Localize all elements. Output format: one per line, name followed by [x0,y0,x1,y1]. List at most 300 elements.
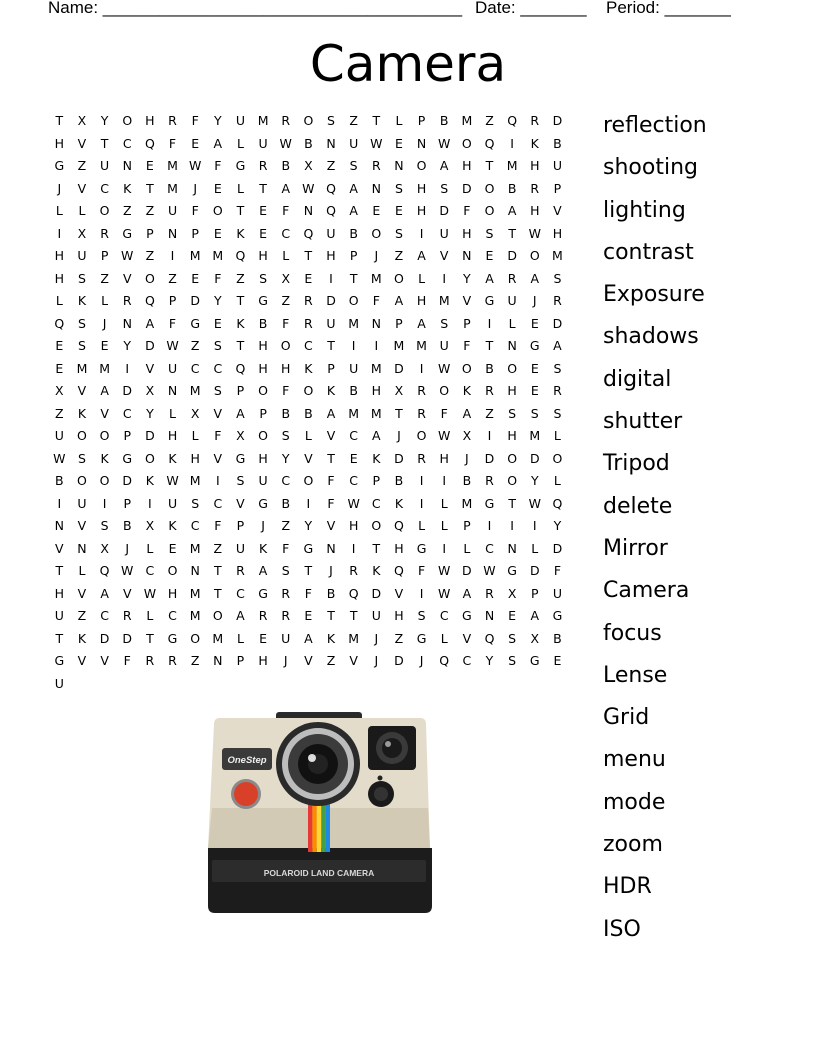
grid-letter: L [55,293,63,308]
grid-letter: Z [168,270,177,286]
grid-letter: E [530,360,539,376]
grid-letter: S [349,158,358,173]
grid-letter: U [439,338,449,353]
grid-letter: X [462,428,472,443]
grid-letter: T [508,495,516,511]
grid-letter: L [440,518,448,533]
grid-letter: J [465,450,469,466]
grid-letter: E [191,270,200,286]
grid-letter: I [170,248,175,263]
grid-letter: W [279,135,292,151]
grid-letter: Y [281,450,290,466]
grid-letter: M [189,585,201,601]
grid-letter: R [304,293,313,308]
grid-letter: V [100,653,109,668]
grid-letter: A [100,585,109,601]
grid-letter: V [213,405,223,421]
grid-letter: C [349,473,359,488]
grid-letter: L [236,135,244,151]
grid-letter: S [281,563,290,578]
grid-letter: M [529,428,541,443]
grid-letter: S [508,630,517,646]
grid-letter: D [326,293,336,308]
grid-letter: J [102,315,107,331]
grid-letter: P [417,113,426,128]
grid-letter: A [326,405,336,421]
grid-letter: H [507,428,517,443]
grid-letter: Q [235,360,246,376]
grid-letter: I [419,225,424,241]
grid-letter: G [122,225,133,241]
grid-letter: Q [303,225,314,241]
grid-letter: O [212,608,223,623]
grid-letter: H [530,158,540,173]
grid-letter: L [418,518,426,533]
grid-letter: O [99,203,110,218]
name-field[interactable]: Name: ______________________________________ [48,0,463,17]
grid-letter: U [167,360,178,376]
grid-letter: D [122,383,133,398]
grid-letter: Z [394,630,404,646]
grid-letter: P [372,473,381,488]
grid-letter: F [553,563,562,578]
grid-letter: U [552,585,562,601]
grid-letter: U [281,630,291,646]
grid-letter: H [258,450,268,466]
grid-letter: E [191,135,200,151]
grid-letter: D [145,428,155,443]
grid-letter: U [258,473,268,488]
grid-letter: H [416,203,427,218]
grid-letter: S [281,428,290,443]
grid-letter: Z [213,540,223,556]
grid-letter: C [213,360,223,376]
grid-letter: C [122,405,132,421]
grid-letter: C [281,225,291,241]
grid-letter: Z [485,113,494,128]
grid-letter: O [258,383,268,398]
grid-letter: S [77,270,86,286]
grid-letter: E [168,540,177,556]
grid-letter: V [122,585,132,601]
grid-letter: F [168,315,177,331]
grid-letter: U [235,540,246,556]
grid-letter: W [370,135,383,151]
grid-letter: L [78,563,86,578]
grid-letter: M [212,630,224,646]
grid-letter: S [553,270,562,286]
word-item: Tripod [603,451,670,477]
grid-letter: I [374,338,379,353]
rainbow-band [317,804,321,852]
grid-letter: I [487,518,492,533]
grid-letter: K [258,540,268,556]
grid-letter: O [258,428,268,443]
grid-letter: E [508,608,517,623]
grid-letter: I [442,473,447,488]
grid-letter: S [77,315,86,331]
grid-letter: K [123,180,132,196]
grid-letter: G [54,158,65,173]
grid-letter: R [100,225,109,241]
grid-letter: Q [326,203,336,218]
grid-letter: E [213,315,222,331]
grid-letter: A [236,405,245,421]
grid-letter: T [100,135,109,151]
grid-letter: N [394,158,404,173]
grid-letter: F [191,203,199,218]
grid-letter: K [236,225,245,241]
grid-letter: T [372,113,381,128]
grid-letter: Z [55,405,64,421]
grid-letter: O [77,428,87,443]
grid-letter: S [394,225,403,241]
grid-letter: F [304,585,312,601]
grid-letter: S [553,405,562,421]
grid-letter: D [122,473,133,488]
grid-letter: V [349,653,358,668]
grid-letter: Y [485,653,494,668]
grid-letter: O [122,113,133,128]
grid-letter: A [372,428,381,443]
grid-letter: C [236,585,245,601]
grid-letter: B [122,518,132,533]
grid-letter: H [326,248,336,263]
grid-letter: V [326,428,336,443]
grid-letter: B [326,585,336,601]
grid-letter: R [258,158,268,173]
grid-letter: P [100,248,109,263]
grid-letter: M [189,608,201,623]
grid-letter: O [212,203,223,218]
grid-letter: I [419,360,424,376]
grid-letter: P [259,405,267,421]
grid-letter: B [304,135,313,151]
grid-letter: G [258,293,268,308]
grid-letter: C [462,653,472,668]
grid-letter: C [439,608,449,623]
grid-letter: S [77,338,86,353]
grid-letter: V [122,270,132,286]
word-item: digital [603,366,672,392]
grid-letter: M [167,180,178,196]
grid-letter: V [304,653,313,668]
grid-letter: F [327,473,335,488]
grid-letter: S [327,113,335,128]
grid-letter: H [394,608,404,623]
grid-letter: R [236,563,245,578]
grid-letter: T [146,180,154,196]
grid-letter: K [145,473,154,488]
grid-letter: I [510,518,514,533]
word-item: ISO [603,916,641,942]
grid-letter: R [168,113,177,128]
grid-letter: W [166,338,179,353]
grid-letter: S [259,270,268,286]
grid-letter: R [530,180,540,196]
grid-letter: R [168,653,177,668]
grid-letter: N [167,383,178,398]
grid-letter: W [483,563,496,578]
grid-letter: F [191,113,199,128]
grid-letter: Z [281,518,291,533]
grid-letter: O [552,450,563,466]
grid-letter: M [99,360,110,376]
grid-letter: B [281,405,291,421]
grid-letter: K [372,563,381,578]
grid-letter: S [100,518,109,533]
grid-letter: E [485,248,494,263]
grid-letter: X [100,540,109,556]
grid-letter: E [394,135,403,151]
grid-letter: C [190,518,200,533]
grid-letter: B [485,360,494,376]
grid-letter: T [327,338,335,353]
grid-letter: P [395,315,403,331]
grid-letter: N [507,540,517,556]
grid-letter: Q [235,248,246,263]
grid-letter: P [236,383,245,398]
grid-letter: W [302,180,315,196]
grid-letter: D [484,450,495,466]
word-search-grid [48,112,569,697]
grid-letter: E [259,203,268,218]
grid-letter: R [281,113,291,128]
grid-letter: U [100,158,110,173]
grid-letter: D [145,338,155,353]
period-field[interactable]: Period: _______ [606,0,731,17]
shutter-button [234,782,258,806]
grid-letter: T [349,270,358,286]
grid-letter: L [101,293,109,308]
grid-letter: V [55,540,64,556]
grid-letter: K [326,630,336,646]
grid-letter: A [530,608,540,623]
grid-letter: I [442,540,447,556]
grid-letter: G [416,540,427,556]
grid-letter: R [371,158,381,173]
grid-letter: I [351,338,356,353]
grid-letter: R [417,450,426,466]
grid-letter: Q [507,113,518,128]
grid-letter: K [530,135,539,151]
grid-letter: K [236,315,245,331]
grid-letter: B [258,315,268,331]
rainbow-band [312,804,316,852]
grid-letter: H [258,653,268,668]
grid-letter: T [485,338,494,353]
grid-letter: H [371,383,381,398]
grid-letter: T [485,158,494,173]
grid-letter: J [329,563,333,578]
grid-letter: G [416,630,427,646]
grid-letter: M [348,405,360,421]
grid-letter: D [529,563,540,578]
grid-letter: E [349,450,358,466]
grid-letter: V [100,405,109,421]
grid-letter: A [417,315,426,331]
grid-letter: J [419,653,424,668]
grid-letter: E [100,338,109,353]
grid-letter: D [507,248,517,263]
grid-letter: S [213,338,222,353]
grid-letter: F [463,203,471,218]
grid-letter: F [463,338,471,353]
grid-letter: C [304,338,313,353]
grid-letter: O [507,473,518,488]
grid-letter: O [484,203,495,218]
grid-letter: H [439,450,449,466]
grid-letter: G [484,293,495,308]
grid-letter: G [303,540,314,556]
grid-letter: Y [463,270,471,286]
date-field[interactable]: Date: _______ [475,0,587,17]
grid-letter: I [419,473,424,488]
grid-letter: U [77,248,87,263]
grid-letter: V [462,630,472,646]
grid-letter: N [54,518,64,533]
grid-letter: N [77,540,87,556]
grid-letter: O [439,383,450,398]
word-item: delete [603,493,673,519]
grid-letter: L [463,540,471,556]
grid-letter: R [507,270,517,286]
word-item: Mirror [603,535,668,561]
grid-letter: E [145,158,154,173]
grid-letter: L [146,608,154,623]
grid-letter: A [258,563,268,578]
grid-letter: V [77,135,87,151]
grid-letter: L [304,428,312,443]
grid-letter: P [236,653,245,668]
grid-letter: C [190,360,200,376]
grid-letter: M [257,113,269,128]
grid-letter: U [371,608,381,623]
grid-letter: R [530,113,540,128]
grid-letter: N [371,315,381,331]
grid-letter: M [348,630,360,646]
grid-letter: X [394,383,404,398]
grid-letter: I [419,495,424,511]
grid-letter: T [236,338,245,353]
grid-letter: V [77,585,87,601]
word-item: shooting [603,155,698,181]
grid-letter: L [440,630,448,646]
rainbow-band [321,804,325,852]
grid-letter: G [122,450,133,466]
grid-letter: W [438,360,451,376]
grid-letter: Z [485,405,494,421]
grid-letter: T [236,293,245,308]
grid-letter: X [530,630,540,646]
grid-letter: C [100,180,109,196]
grid-letter: V [213,450,223,466]
grid-letter: N [484,608,495,623]
grid-letter: A [281,180,290,196]
grid-letter: Z [236,270,245,286]
grid-letter: V [77,518,87,533]
grid-letter: M [438,293,450,308]
grid-letter: H [54,135,65,151]
grid-letter: X [145,518,155,533]
grid-letter: G [235,450,246,466]
grid-letter: J [57,180,62,196]
grid-letter: S [440,180,449,196]
camera-front-label: POLAROID LAND CAMERA [263,868,375,878]
grid-letter: O [371,225,382,241]
grid-letter: I [57,225,62,241]
grid-letter: G [190,315,200,331]
grid-letter: T [349,608,358,623]
grid-letter: Q [439,653,450,668]
grid-letter: W [121,563,134,578]
grid-letter: J [125,540,130,556]
grid-letter: A [213,135,223,151]
grid-letter: G [167,630,178,646]
grid-letter: S [77,450,86,466]
grid-letter: R [417,383,426,398]
grid-letter: M [189,473,201,488]
grid-letter: S [485,225,494,241]
grid-letter: F [282,540,290,556]
grid-letter: A [462,585,472,601]
grid-letter: R [122,293,132,308]
grid-letter: P [146,225,154,241]
grid-letter: H [190,450,200,466]
grid-letter: F [123,653,131,668]
grid-letter: D [394,450,404,466]
grid-letter: W [166,473,179,488]
grid-letter: U [54,428,64,443]
grid-letter: U [167,203,178,218]
grid-letter: N [122,315,132,331]
grid-letter: Q [394,518,404,533]
grid-letter: X [236,428,245,443]
grid-letter: R [485,585,494,601]
grid-letter: D [529,450,540,466]
grid-letter: Z [122,203,132,218]
grid-letter: G [529,653,540,668]
grid-letter: O [371,518,382,533]
grid-letter: V [145,360,155,376]
grid-letter: E [394,203,403,218]
grid-letter: F [440,405,448,421]
grid-letter: D [552,540,563,556]
grid-letter: T [372,540,381,556]
grid-letter: Z [349,113,358,128]
grid-letter: Q [144,293,155,308]
grid-letter: B [462,473,472,488]
grid-letter: R [304,315,313,331]
grid-letter: M [552,248,563,263]
grid-letter: W [347,495,360,511]
grid-letter: T [213,563,222,578]
grid-letter: F [372,293,380,308]
word-item: HDR [603,874,652,900]
grid-letter: W [438,135,451,151]
grid-letter: A [553,338,562,353]
grid-letter: I [510,135,514,151]
grid-letter: B [304,405,313,421]
grid-letter: L [418,270,426,286]
grid-letter: G [529,338,540,353]
grid-letter: R [417,405,426,421]
grid-letter: N [190,563,200,578]
grid-letter: K [77,630,87,646]
grid-letter: O [144,270,155,286]
grid-letter: H [167,585,178,601]
grid-letter: Y [100,113,109,128]
